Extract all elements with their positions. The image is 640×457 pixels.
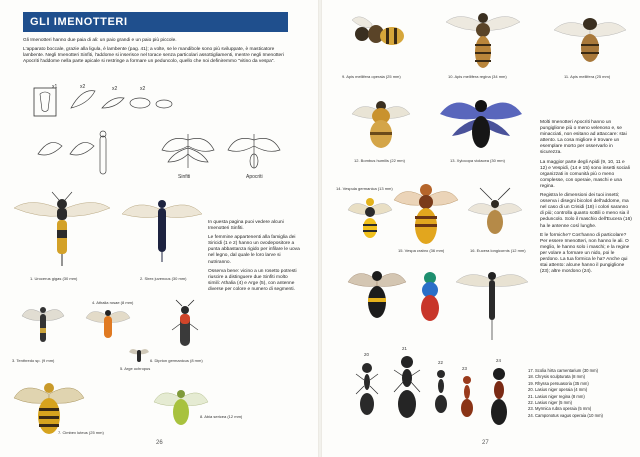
diagram-label-1: x1 bbox=[52, 84, 58, 90]
ant-24-illustration bbox=[484, 366, 514, 428]
caption-5: 5. Arge ochropus bbox=[120, 366, 151, 371]
ant-number-22: 22 bbox=[438, 360, 443, 365]
apis-regina-illustration bbox=[444, 6, 522, 72]
sinfiti-outline-icon bbox=[30, 128, 120, 180]
ant-number-23: 23 bbox=[462, 366, 467, 371]
caption-13: 13. Xylocopa violacea (30 mm) bbox=[450, 158, 505, 163]
athalia-rosae-illustration bbox=[84, 304, 132, 344]
diprion-illustration bbox=[170, 300, 200, 356]
caption-7: 7. Cimbex luteus (25 mm) bbox=[58, 430, 104, 435]
ant-legend-item-18: 18. Chrysis sculpturata (8 mm) bbox=[528, 374, 586, 380]
diagram-label-4: x2 bbox=[140, 86, 146, 92]
ant-legend-list bbox=[528, 368, 634, 419]
caption-6: 6. Diprion germanicus (8 mm) bbox=[150, 358, 203, 363]
caption-11: 11. Apis mellifera (25 mm) bbox=[564, 74, 611, 79]
caption-4: 4. Athalia rosae (8 mm) bbox=[92, 300, 134, 305]
sirex-juvencus-illustration bbox=[120, 190, 204, 266]
caption-9: 9. Apis mellifera operaia (25 mm) bbox=[342, 74, 401, 79]
intro-paragraph-2: L'apparato boccale, grazie alla ligula, è lambente (pag. 41); a volte, se le mandibole sono più sviluppate, è masticatore lambente. Negli Imenotteri Sinfiti, l'addome si inserisce nel torace senza particolari assottigliamenti, mentre negli Imenotteri Apocriti l'addome nella parte apicale si restringe a formare un peduncolo, quello che noi definiremmo "vitino da vespa". bbox=[23, 47, 284, 65]
caption-10: 10. Apis mellifera regina (34 mm) bbox=[448, 74, 507, 79]
sinfiti-side-text bbox=[208, 220, 300, 296]
apocriti-wing-icon bbox=[224, 128, 284, 172]
xylocopa-illustration bbox=[438, 92, 524, 156]
label-sinfiti: Sinfiti bbox=[178, 174, 191, 180]
tenthredo-illustration bbox=[20, 300, 66, 350]
chrysis-illustration bbox=[412, 266, 448, 326]
intro-paragraph-1: Gli Imenotteri hanno due paia di ali: un paio grandi e un paio più piccole. bbox=[23, 38, 177, 43]
caption-12: 12. Bombus humilis (22 mm) bbox=[354, 158, 405, 163]
caption-15: 15. Vespa crabro (36 mm) bbox=[398, 248, 445, 253]
ant-legend-item-21: 21. Lasius niger regina (8 mm) bbox=[528, 393, 585, 399]
bombus-illustration bbox=[350, 92, 412, 154]
apis-operaia-illustration bbox=[348, 10, 406, 56]
caption-2: 2. Sirex juvencus (30 mm) bbox=[140, 276, 187, 281]
apis-maschio-illustration bbox=[552, 12, 628, 68]
side-paragraph-2: Le femmine appartenenti alla famiglia dei Siricidi (1 e 2) hanno un ovodepositore a punta abbastanza rigido per infilare le uova nel legno, dal quale le loro larve si nutriranno. bbox=[208, 235, 300, 265]
ant-legend-item-23: 23. Myrmica rubra operaia (5 mm) bbox=[528, 406, 592, 412]
arge-illustration bbox=[128, 344, 150, 364]
ant-number-20: 20 bbox=[364, 352, 369, 357]
ant-23-illustration bbox=[456, 374, 478, 420]
right-paragraph-2: La maggior parte degli Apidi (9, 10, 11 e 12) e Vespidi, (14 e 15) sono insetti sociali organizzati in comunità più o meno complesse, con operaie, maschi e una regina. bbox=[540, 159, 630, 189]
intro-text bbox=[23, 38, 285, 68]
ant-22-illustration bbox=[430, 368, 452, 416]
caption-8: 8. Abia sericea (12 mm) bbox=[200, 414, 243, 419]
right-paragraph-1: Molti Imenotteri Apocriti hanno un pungiglione più o meno velenoso e, se minacciati, non esitano ad attaccare: stai attento. La cosa migliore è trovare un esemplare morto per osservarlo in sicurezza. bbox=[540, 120, 627, 156]
ant-legend-item-19: 19. Rhyssa persuasoria (35 mm) bbox=[528, 380, 589, 386]
rhyssa-illustration bbox=[454, 262, 530, 340]
abia-sericea-illustration bbox=[152, 382, 210, 428]
hamuli-icon bbox=[154, 96, 174, 112]
caption-1: 1. Urocerus gigas (30 mm) bbox=[30, 276, 78, 281]
ant-number-24: 24 bbox=[496, 358, 501, 363]
caption-14: 14. Vespula germanica (13 mm) bbox=[336, 186, 393, 191]
hindwing-icon bbox=[100, 92, 126, 114]
scolia-illustration bbox=[346, 262, 408, 322]
ant-legend-item-20: 20. Lasius niger operaia (4 mm) bbox=[528, 387, 588, 393]
sinfiti-wing-icon bbox=[158, 128, 218, 172]
page-title-bar bbox=[23, 12, 288, 32]
apocriti-side-text bbox=[540, 120, 632, 278]
vespa-crabro-illustration bbox=[392, 176, 460, 252]
page-number-right: 27 bbox=[482, 440, 489, 446]
right-paragraph-4: E le formiche? Cos'hanno di particolare? Per essere Imenotteri, non hanno le ali. O meglio, le hanno solo i maschi; e la regine per volare a formare un nido, poi le perdono. La tua formica le ha? Anche qui stai attento: alcune hanno il pungiglione (23); altre mordono (24). bbox=[540, 232, 630, 275]
ant-21-illustration bbox=[392, 354, 422, 422]
page-number-left: 26 bbox=[156, 440, 163, 446]
page-title: GLI IMENOTTERI bbox=[30, 16, 128, 28]
wing-segment-icon bbox=[128, 92, 152, 114]
caption-3: 3. Tenthredo sp. (9 mm) bbox=[12, 358, 55, 363]
diagram-label-3: x2 bbox=[112, 86, 118, 92]
label-apocriti: Apocriti bbox=[246, 174, 263, 180]
forewing-icon bbox=[68, 86, 98, 114]
ant-legend-item-24: 24. Camponotus vagus operaia (10 mm) bbox=[528, 412, 603, 418]
right-paragraph-3: Registra le dimensioni dei tuoi insetti; osserva i disegni bicolori dell'addome, ma nel caso di un Crisidi (18) i colori saranno di più; controlla quanto sottili o meno sia il peduncolo. Solo il maschio dell'Eucera (16) ha le antenne così lunghe. bbox=[540, 193, 632, 229]
right-page bbox=[320, 0, 640, 457]
ant-legend-item-17: 17. Scolia hirta carnentarium (30 mm) bbox=[528, 368, 599, 373]
ant-number-21: 21 bbox=[402, 346, 407, 351]
vespula-illustration bbox=[346, 192, 394, 242]
diagram-label-2: x2 bbox=[80, 84, 86, 90]
ant-legend-item-22: 22. Lasius niger (5 mm) bbox=[528, 400, 572, 406]
side-paragraph-3: Osserva bene: vicino a un rosetto potresti riuscire a distinguere due Sinfiti molto simili: Athalia (4) e Arge (5), con antenne diverse per colore e numero di segmenti. bbox=[208, 268, 297, 292]
side-paragraph-1: In questa pagina puoi vedere alcuni Imenotteri Sinfiti. bbox=[208, 220, 284, 232]
ant-20-illustration bbox=[354, 360, 380, 420]
eucera-illustration bbox=[466, 188, 524, 240]
urocerus-gigas-illustration bbox=[12, 190, 112, 270]
caption-16: 16. Eucera longicornis (12 mm) bbox=[470, 248, 526, 253]
